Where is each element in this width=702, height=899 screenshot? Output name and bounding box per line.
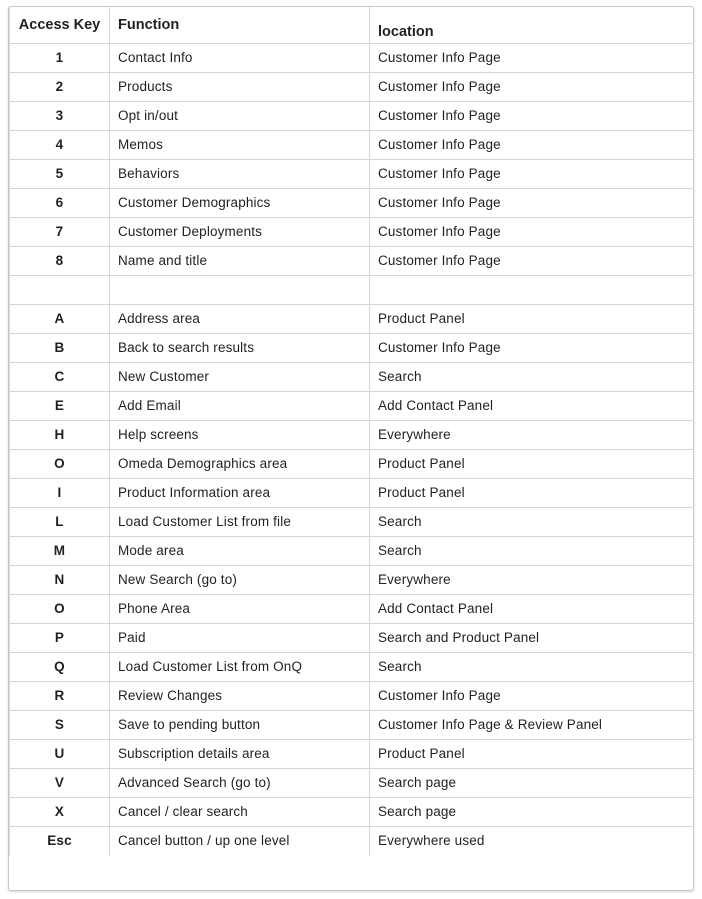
table-row [10, 131, 695, 160]
cell-access-key: L [10, 508, 110, 537]
cell-location: Everywhere [370, 421, 695, 450]
cell-location: Product Panel [370, 740, 695, 769]
cell-function: New Search (go to) [110, 566, 370, 595]
cell-location: Search and Product Panel [370, 624, 695, 653]
cell-access-key: U [10, 740, 110, 769]
cell-access-key: X [10, 798, 110, 827]
cell-function: Cancel button / up one level [110, 827, 370, 856]
cell-location: Customer Info Page [370, 160, 695, 189]
table-row [10, 160, 695, 189]
table-row [10, 508, 695, 537]
cell-function: Customer Demographics [110, 189, 370, 218]
table-row [10, 450, 695, 479]
cell-access-key: O [10, 450, 110, 479]
cell-location: Search [370, 508, 695, 537]
cell-location: Customer Info Page [370, 247, 695, 276]
cell-access-key: P [10, 624, 110, 653]
cell-location: Product Panel [370, 479, 695, 508]
cell-access-key: V [10, 769, 110, 798]
table-row [10, 73, 695, 102]
cell-location: Search page [370, 798, 695, 827]
cell-access-key: 8 [10, 247, 110, 276]
access-keys-table [9, 7, 694, 856]
cell-function: Memos [110, 131, 370, 160]
table-row [10, 421, 695, 450]
cell-access-key: R [10, 682, 110, 711]
cell-access-key: I [10, 479, 110, 508]
table-row [10, 334, 695, 363]
cell-access-key: B [10, 334, 110, 363]
cell-function: Product Information area [110, 479, 370, 508]
cell-function: Behaviors [110, 160, 370, 189]
cell-location: Customer Info Page [370, 189, 695, 218]
cell-access-key: 1 [10, 44, 110, 73]
cell-access-key: 4 [10, 131, 110, 160]
cell-function [110, 276, 370, 305]
table-row [10, 218, 695, 247]
cell-location: Customer Info Page [370, 218, 695, 247]
cell-location: Customer Info Page [370, 44, 695, 73]
cell-access-key: 2 [10, 73, 110, 102]
cell-function: Cancel / clear search [110, 798, 370, 827]
cell-location: Search page [370, 769, 695, 798]
table-row [10, 769, 695, 798]
cell-location [370, 276, 695, 305]
cell-access-key: 3 [10, 102, 110, 131]
cell-access-key: A [10, 305, 110, 334]
table-row [10, 740, 695, 769]
cell-location: Search [370, 653, 695, 682]
table-body [10, 44, 695, 856]
cell-access-key: M [10, 537, 110, 566]
table-row [10, 479, 695, 508]
table-row [10, 305, 695, 334]
cell-function: Address area [110, 305, 370, 334]
table-header [10, 7, 695, 44]
cell-function: Help screens [110, 421, 370, 450]
access-key-table-frame [8, 6, 694, 891]
cell-function: Save to pending button [110, 711, 370, 740]
cell-access-key: C [10, 363, 110, 392]
cell-location: Customer Info Page [370, 334, 695, 363]
cell-function: Mode area [110, 537, 370, 566]
cell-access-key: S [10, 711, 110, 740]
cell-function: Opt in/out [110, 102, 370, 131]
cell-access-key: Esc [10, 827, 110, 856]
cell-location: Add Contact Panel [370, 392, 695, 421]
table-row [10, 537, 695, 566]
cell-function: Review Changes [110, 682, 370, 711]
cell-location: Product Panel [370, 450, 695, 479]
cell-location: Search [370, 363, 695, 392]
cell-location: Product Panel [370, 305, 695, 334]
cell-access-key: 6 [10, 189, 110, 218]
cell-location: Add Contact Panel [370, 595, 695, 624]
cell-function: New Customer [110, 363, 370, 392]
table-row [10, 624, 695, 653]
cell-function: Name and title [110, 247, 370, 276]
cell-access-key: E [10, 392, 110, 421]
cell-function: Phone Area [110, 595, 370, 624]
cell-location: Search [370, 537, 695, 566]
cell-access-key: O [10, 595, 110, 624]
cell-function: Paid [110, 624, 370, 653]
cell-access-key: H [10, 421, 110, 450]
cell-location: Everywhere used [370, 827, 695, 856]
cell-function: Back to search results [110, 334, 370, 363]
table-row [10, 566, 695, 595]
cell-function: Advanced Search (go to) [110, 769, 370, 798]
table-row [10, 363, 695, 392]
table-row [10, 44, 695, 73]
table-row [10, 653, 695, 682]
table-row [10, 247, 695, 276]
cell-function: Subscription details area [110, 740, 370, 769]
table-row [10, 798, 695, 827]
table-row-spacer [10, 276, 695, 305]
cell-function: Load Customer List from file [110, 508, 370, 537]
table-header-row [10, 7, 695, 44]
table-row [10, 595, 695, 624]
cell-location: Customer Info Page [370, 73, 695, 102]
table-row [10, 711, 695, 740]
cell-function: Customer Deployments [110, 218, 370, 247]
cell-location: Customer Info Page [370, 102, 695, 131]
cell-location: Customer Info Page & Review Panel [370, 711, 695, 740]
cell-access-key: Q [10, 653, 110, 682]
cell-function: Load Customer List from OnQ [110, 653, 370, 682]
table-row [10, 392, 695, 421]
cell-function: Products [110, 73, 370, 102]
cell-access-key [10, 276, 110, 305]
table-row [10, 102, 695, 131]
cell-function: Omeda Demographics area [110, 450, 370, 479]
column-header-location: location [370, 7, 695, 44]
cell-function: Add Email [110, 392, 370, 421]
cell-access-key: 7 [10, 218, 110, 247]
cell-location: Customer Info Page [370, 682, 695, 711]
table-row [10, 189, 695, 218]
cell-access-key: 5 [10, 160, 110, 189]
cell-function: Contact Info [110, 44, 370, 73]
column-header-function: Function [110, 7, 370, 44]
column-header-access-key: Access Key [10, 7, 110, 44]
cell-location: Customer Info Page [370, 131, 695, 160]
table-row [10, 827, 695, 856]
cell-access-key: N [10, 566, 110, 595]
table-row [10, 682, 695, 711]
cell-location: Everywhere [370, 566, 695, 595]
